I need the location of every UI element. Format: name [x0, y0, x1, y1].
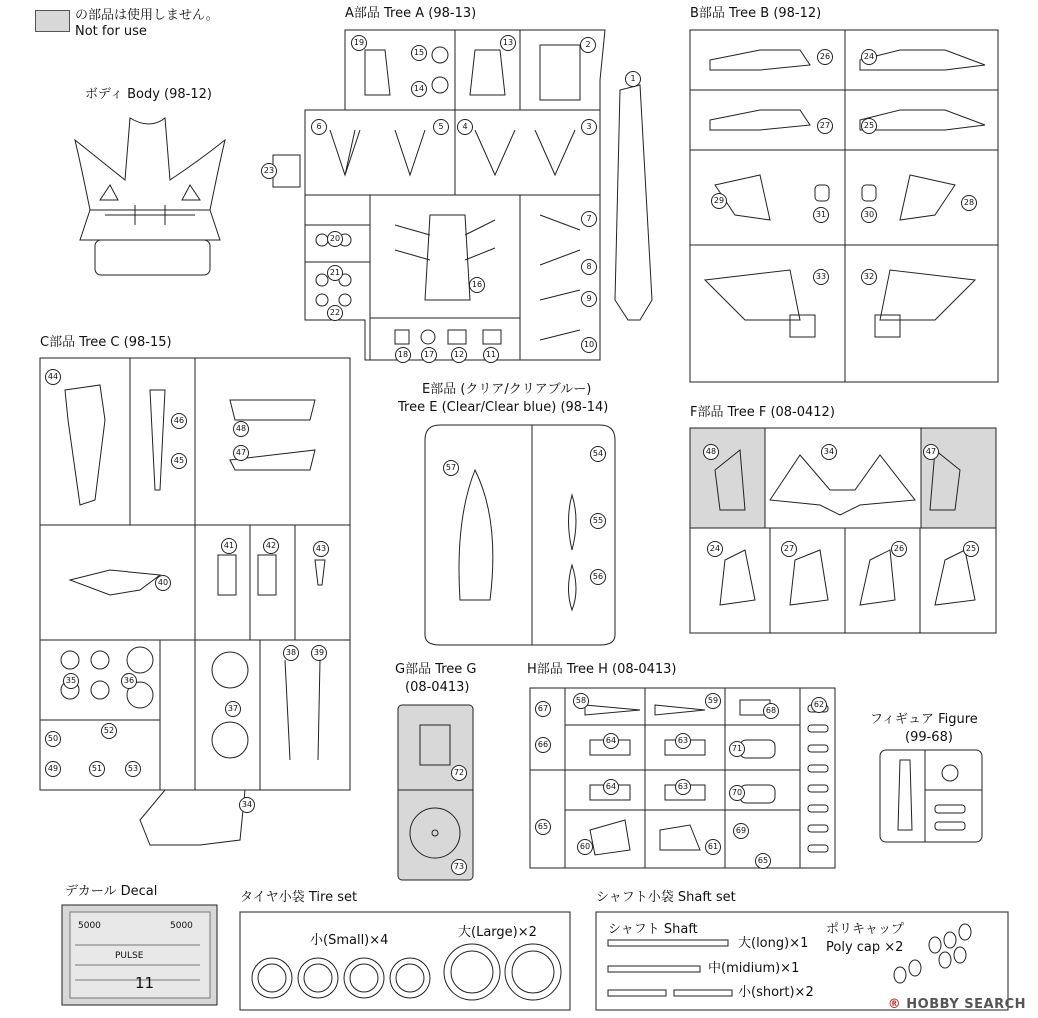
tree-e-label-1: E部品 (クリア/クリアブルー): [422, 382, 592, 397]
part-number-f-26: 26: [891, 541, 907, 557]
part-number-a-8: 8: [581, 259, 597, 275]
shaft-short-label: 小(short)×2: [738, 985, 814, 1000]
part-number-c-45: 45: [171, 453, 187, 469]
part-number-f-27: 27: [781, 541, 797, 557]
part-number-c-43: 43: [313, 541, 329, 557]
part-number-h-65: 65: [535, 819, 551, 835]
part-number-a-1: 1: [625, 71, 641, 87]
part-number-a-15: 15: [411, 45, 427, 61]
part-number-a-20: 20: [327, 231, 343, 247]
part-number-a-5: 5: [433, 119, 449, 135]
tire-small-label: 小(Small)×4: [310, 933, 389, 948]
part-number-a-21: 21: [327, 265, 343, 281]
part-number-a-3: 3: [581, 119, 597, 135]
part-number-c-53: 53: [125, 761, 141, 777]
part-number-a-11: 11: [483, 347, 499, 363]
decal-label: デカール Decal: [65, 884, 158, 899]
part-number-f-34: 34: [821, 444, 837, 460]
shaft-set-label: シャフト小袋 Shaft set: [596, 890, 736, 905]
part-number-c-44: 44: [45, 369, 61, 385]
part-number-c-49: 49: [45, 761, 61, 777]
decal-text-3: PULSE: [115, 951, 144, 961]
part-number-h-71: 71: [729, 741, 745, 757]
tree-g-label-2: (08-0413): [405, 680, 470, 695]
legend-line2: Not for use: [75, 24, 147, 39]
body-part-drawing: [75, 118, 225, 275]
part-number-c-40: 40: [155, 575, 171, 591]
part-number-e-56: 56: [590, 569, 606, 585]
shaft-medium-label: 中(midium)×1: [708, 961, 800, 976]
tree-c-label: C部品 Tree C (98-15): [40, 335, 172, 350]
not-for-use-swatch: [35, 10, 70, 32]
part-number-e-54: 54: [590, 446, 606, 462]
part-number-h-68: 68: [763, 703, 779, 719]
part-number-h-59: 59: [705, 693, 721, 709]
part-number-g-73: 73: [451, 859, 467, 875]
part-number-c-46: 46: [171, 413, 187, 429]
part-number-c-35: 35: [63, 673, 79, 689]
part-number-c-36: 36: [121, 673, 137, 689]
part-number-a-12: 12: [451, 347, 467, 363]
decal-text-1: 5000: [78, 921, 101, 931]
figure-label-2: (99-68): [905, 730, 953, 745]
tree-h-frame: [530, 688, 835, 868]
decal-text-2: 5000: [170, 921, 193, 931]
part-number-a-4: 4: [457, 119, 473, 135]
part-number-f-48: 48: [703, 444, 719, 460]
watermark: [888, 997, 1026, 1012]
watermark-text: HOBBY SEARCH: [906, 997, 1026, 1012]
tree-b-label: B部品 Tree B (98-12): [690, 6, 822, 21]
part-number-a-23: 23: [261, 163, 277, 179]
part-number-f-25: 25: [963, 541, 979, 557]
part-number-b-30: 30: [861, 207, 877, 223]
tree-g-frame: [398, 705, 473, 880]
shaft-long-label: 大(long)×1: [738, 936, 809, 951]
part-number-a-13: 13: [500, 35, 516, 51]
part-number-c-52: 52: [101, 723, 117, 739]
part-number-a-14: 14: [411, 81, 427, 97]
part-number-a-22: 22: [327, 305, 343, 321]
tree-e-frame: [425, 425, 615, 645]
part-number-c-51: 51: [89, 761, 105, 777]
part-number-h-60: 60: [577, 839, 593, 855]
part-number-f-47: 47: [923, 444, 939, 460]
figure-label-1: フィギュア Figure: [870, 712, 978, 727]
part-number-b-27: 27: [817, 118, 833, 134]
part-number-f-24: 24: [707, 541, 723, 557]
legend-line1: の部品は使用しません。: [75, 8, 219, 23]
part-number-c-37: 37: [225, 701, 241, 717]
part-number-c-34: 34: [239, 797, 255, 813]
part-number-e-57: 57: [443, 460, 459, 476]
part-number-e-55: 55: [590, 513, 606, 529]
tree-f-label: F部品 Tree F (08-0412): [690, 405, 835, 420]
part-number-a-10: 10: [581, 337, 597, 353]
tree-g-label-1: G部品 Tree G: [395, 662, 477, 677]
part-number-a-19: 19: [351, 35, 367, 51]
polycap-count: Poly cap ×2: [826, 940, 904, 955]
watermark-mark: ®: [887, 997, 902, 1012]
tree-f-frame: [690, 428, 996, 633]
part-number-h-64: 64: [603, 733, 619, 749]
part-number-c-42: 42: [263, 538, 279, 554]
part-number-h-70: 70: [729, 785, 745, 801]
tree-e-label-2: Tree E (Clear/Clear blue) (98-14): [398, 400, 609, 415]
part-number-a-18: 18: [395, 347, 411, 363]
shaft-title: シャフト Shaft: [608, 922, 698, 937]
part-number-c-38: 38: [283, 645, 299, 661]
decal-text-4: 11: [135, 974, 155, 992]
part-number-a-6: 6: [311, 119, 327, 135]
part-number-a-9: 9: [581, 291, 597, 307]
part-number-b-28: 28: [961, 195, 977, 211]
part-number-h-63: 63: [675, 779, 691, 795]
part-number-a-2: 2: [580, 37, 596, 53]
part-number-b-26: 26: [817, 49, 833, 65]
part-number-a-17: 17: [421, 347, 437, 363]
figure-frame: [880, 750, 982, 842]
part-number-b-24: 24: [861, 49, 877, 65]
tree-c-frame: [40, 358, 350, 845]
part-number-b-33: 33: [813, 269, 829, 285]
part-number-h-67: 67: [535, 701, 551, 717]
part-number-b-32: 32: [861, 269, 877, 285]
part-number-b-31: 31: [813, 207, 829, 223]
part-number-a-7: 7: [581, 211, 597, 227]
part-number-h-58: 58: [573, 693, 589, 709]
part-number-c-48: 48: [233, 421, 249, 437]
part-number-h-64: 64: [603, 779, 619, 795]
tire-large-label: 大(Large)×2: [458, 925, 537, 940]
part-number-b-25: 25: [861, 118, 877, 134]
part-number-a-16: 16: [469, 277, 485, 293]
tree-a-label: A部品 Tree A (98-13): [345, 6, 477, 21]
part-number-h-66: 66: [535, 737, 551, 753]
part-number-h-69: 69: [733, 823, 749, 839]
tire-set-label: タイヤ小袋 Tire set: [240, 890, 358, 905]
part-number-c-39: 39: [311, 645, 327, 661]
part-number-h-65: 65: [755, 853, 771, 869]
part-number-h-61: 61: [705, 839, 721, 855]
part-number-h-62: 62: [811, 697, 827, 713]
part-number-b-29: 29: [711, 193, 727, 209]
part-number-c-50: 50: [45, 731, 61, 747]
part-number-h-63: 63: [675, 733, 691, 749]
tree-h-label: H部品 Tree H (08-0413): [527, 662, 677, 677]
tree-b-frame: [690, 30, 998, 382]
polycap-title: ポリキャップ: [826, 922, 905, 937]
body-label: ボディ Body (98-12): [85, 87, 212, 102]
part-number-g-72: 72: [451, 765, 467, 781]
part-number-c-41: 41: [221, 538, 237, 554]
part-number-c-47: 47: [233, 445, 249, 461]
